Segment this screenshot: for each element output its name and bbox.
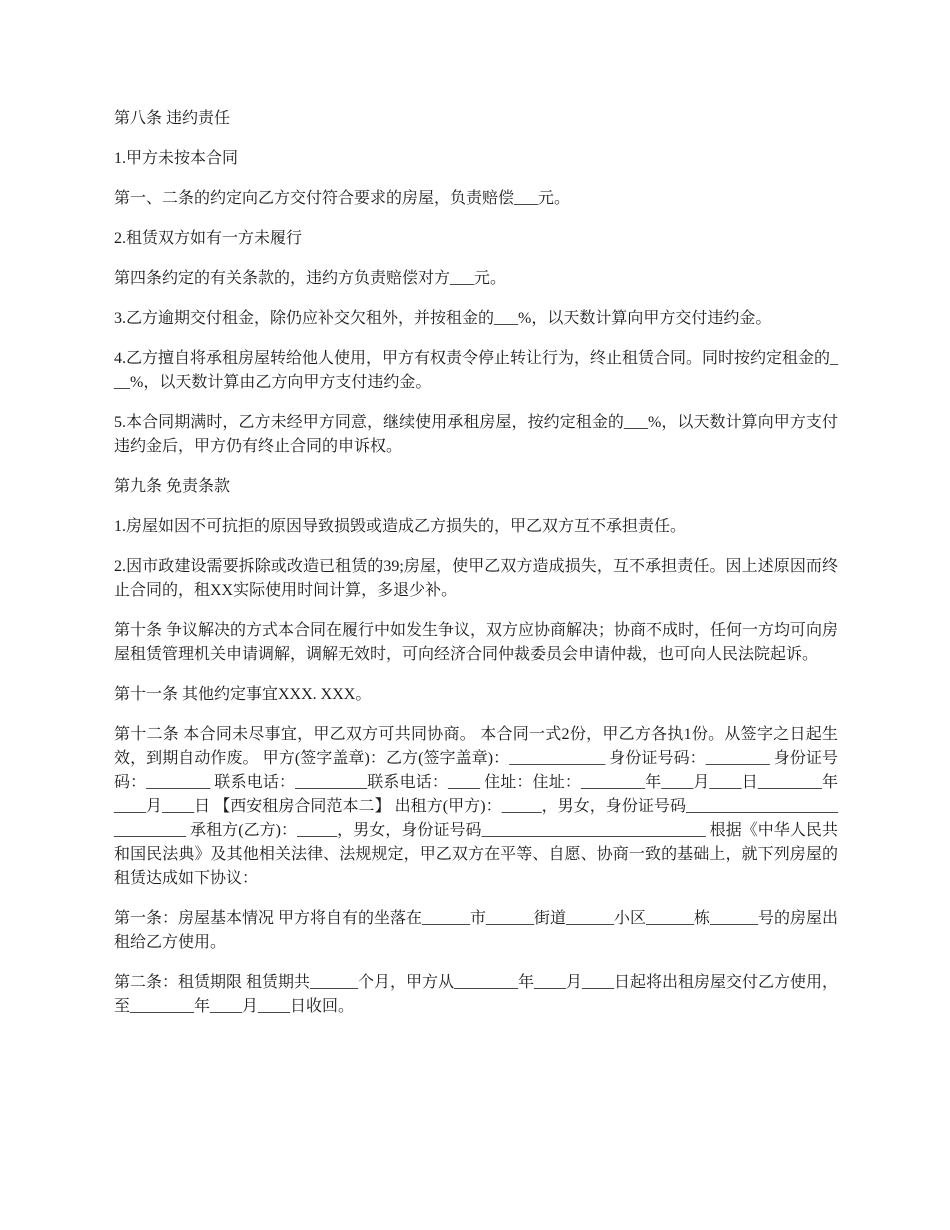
article-11: 第十一条 其他约定事宜XXX. XXX。 (114, 686, 372, 703)
article-8-clause-5: 5.本合同期满时，乙方未经甲方同意，继续使用承租房屋，按约定租金的___%，以天数计算向甲方支付违约金后，甲方仍有终止合同的申诉权。 (114, 414, 838, 455)
article-8-clause-1-intro: 1.甲方未按本合同 (114, 150, 239, 167)
article-8-heading: 第八条 违约责任 (114, 110, 231, 127)
lease-article-1: 第一条：房屋基本情况 甲方将自有的坐落在______市______街道______小区______栋______号的房屋出租给乙方使用。 (114, 910, 839, 951)
lease-article-2: 第二条：租赁期限 租赁期共______个月，甲方从________年____月____日起将出租房屋交付乙方使用，至________年____月____日收回。 (114, 974, 839, 1015)
article-9-clause-2: 2.因市政建设需要拆除或改造已租赁的39;房屋，使甲乙双方造成损失，互不承担责任。因上述原因而终止合同的，租XX实际使用时间计算，多退少补。 (114, 558, 838, 599)
article-8-clause-3: 3.乙方逾期交付租金，除仍应补交欠租外，并按租金的___%，以天数计算向甲方交付违约金。 (114, 310, 772, 327)
article-9-clause-1: 1.房屋如因不可抗拒的原因导致损毁或造成乙方损失的，甲乙双方互不承担责任。 (114, 518, 687, 535)
document-page (114, 107, 838, 1035)
article-8-clause-2-body: 第四条约定的有关条款的，违约方负责赔偿对方___元。 (114, 270, 507, 287)
article-12: 第十二条 本合同未尽事宜，甲乙双方可共同协商。 本合同一式2份，甲乙方各执1份。从签字之日起生效，到期自动作废。 甲方(签字盖章)：乙方(签字盖章)：____________ 身份证号码：________ 身份证号码：________ 联系电话：_________联系电话：____ 住址：住址：________年____月____日________年____月____日 【西安租房合同范本二】 出租方(甲方)：_____，男女，身份证号码____________________________ 承租方(乙方)：_____，男女，身份证号码____________________________ 根据《中华人民共和国民法典》及其他相关法律、法规规定，甲乙双方在平等、自愿、协商一致的基础上，就下列房屋的租赁达成如下协议： (114, 726, 838, 887)
article-8-clause-2-intro: 2.租赁双方如有一方未履行 (114, 230, 303, 247)
article-8-clause-1-body: 第一、二条的约定向乙方交付符合要求的房屋，负责赔偿___元。 (114, 190, 571, 207)
article-9-heading: 第九条 免责条款 (114, 478, 231, 495)
article-10: 第十条 争议解决的方式本合同在履行中如发生争议，双方应协商解决；协商不成时，任何一方均可向房屋租赁管理机关申请调解，调解无效时，可向经济合同仲裁委员会申请仲裁，也可向人民法院起诉。 (114, 622, 839, 663)
article-8-clause-4: 4.乙方擅自将承租房屋转给他人使用，甲方有权责令停止转让行为，终止租赁合同。同时按约定租金的___%，以天数计算由乙方向甲方支付违约金。 (114, 350, 839, 391)
